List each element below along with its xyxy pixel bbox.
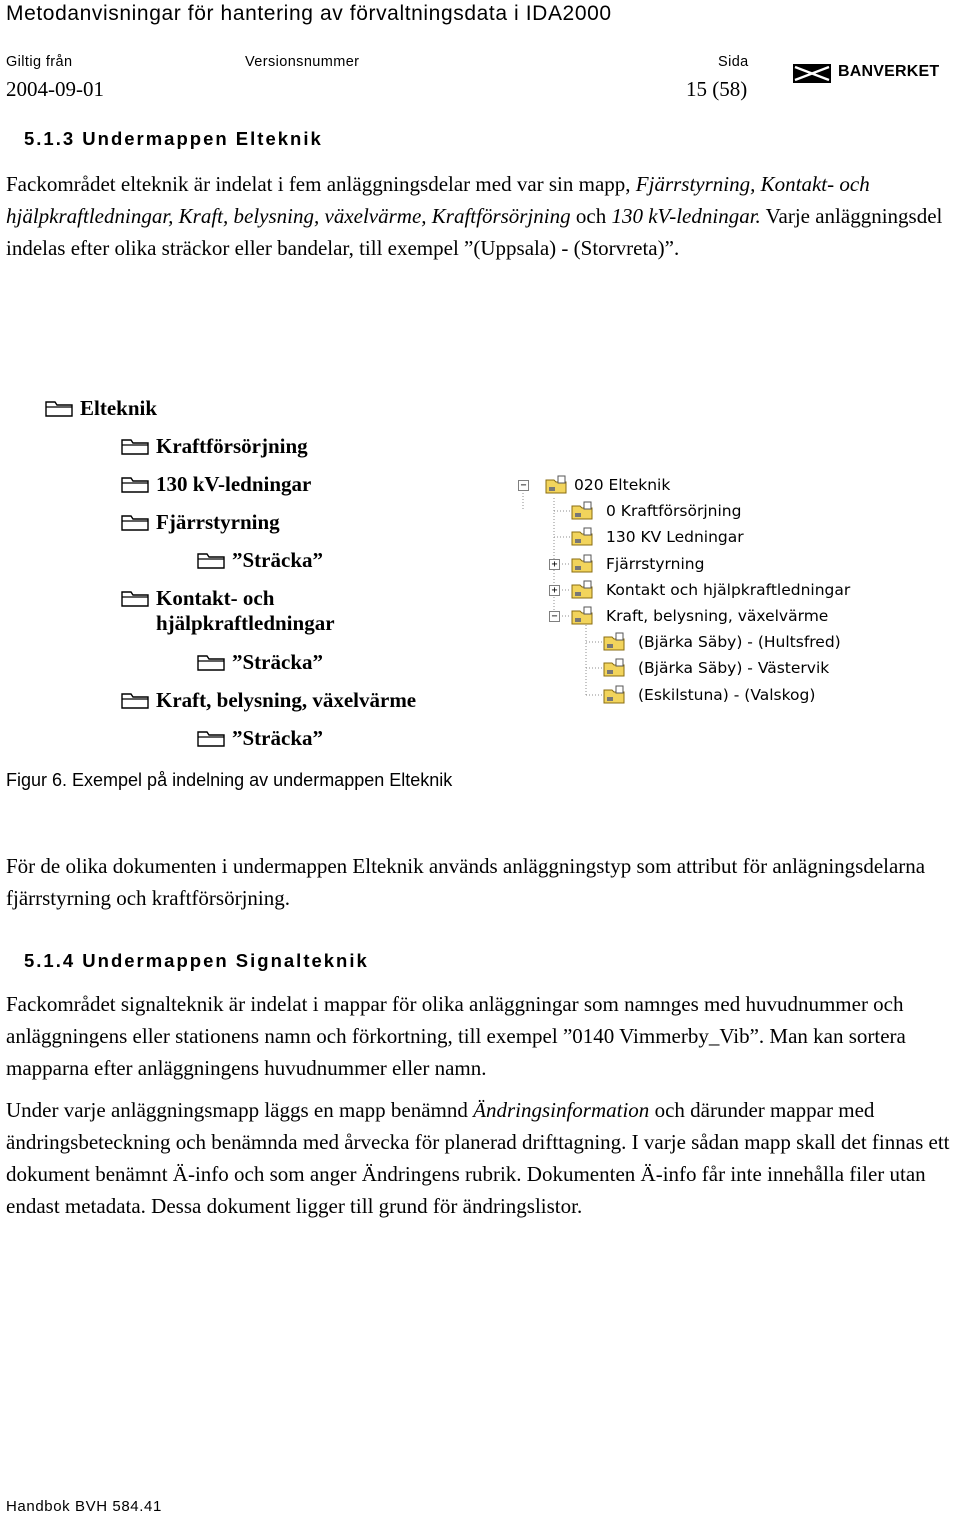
- folder-outline-icon: [44, 398, 76, 418]
- explorer-item-label: 130 KV Ledningar: [606, 528, 744, 546]
- expand-toggle[interactable]: +: [549, 559, 560, 570]
- para-italic-terms: 130 kV-ledningar.: [611, 204, 761, 228]
- logo-text: BANVERKET: [838, 63, 940, 80]
- version-label: Versionsnummer: [245, 54, 360, 70]
- tree-label: Kraft, belysning, växelvärme: [156, 688, 417, 712]
- folder-outline-icon: [196, 550, 228, 570]
- para-italic-terms: Fjärrstyrning, Kontakt- och hjälpkraftledningar, Kraft, belysning, växelvärme, Kraftförsörjning: [6, 172, 870, 228]
- tree-item-kontakt: [120, 585, 274, 611]
- tree-label: Elteknik: [80, 396, 158, 420]
- folder-outline-icon: [196, 728, 228, 748]
- footer-handbook-id: Handbok BVH 584.41: [6, 1498, 162, 1515]
- tree-label: 130 kV-ledningar: [156, 472, 312, 496]
- folder-icon: [602, 658, 628, 678]
- valid-from-label: Giltig från: [6, 54, 73, 70]
- collapse-toggle[interactable]: −: [518, 480, 529, 491]
- folder-outline-icon: [196, 652, 228, 672]
- page-number: 15 (58): [686, 77, 748, 101]
- collapse-toggle[interactable]: −: [549, 611, 560, 622]
- tree-label: ”Sträcka”: [232, 726, 323, 750]
- section-514-paragraph-1: Fackområdet signalteknik är indelat i mappar för olika anläggningar som namnges med huvudnummer och anläggningens eller stationens namn och förkortning, till exempel ”0140 Vimmerby_Vib”. Man kan sortera mapparna efter anläggningens huvudnummer eller namn.: [6, 992, 906, 1080]
- tree-item-elteknik: [44, 395, 157, 421]
- banverket-logo-icon: [792, 62, 834, 86]
- para-text: och därunder mappar med ändringsbeteckning och benämnda med årvecka för planerad drifttagning. I varje sådan mapp skall det finnas ett dokument benämnt Ä-info och som anger Ändringens rubrik. Dokumenten Ä-info får inte innehålla filer utan endast metadata. Dessa dokument ligger till grund för ändringslistor.: [6, 1098, 950, 1218]
- tree-item-stracka: [196, 725, 323, 751]
- folder-icon: [570, 501, 596, 521]
- para-italic-term: Ändringsinformation: [473, 1098, 650, 1122]
- valid-from-value: 2004-09-01: [6, 77, 104, 101]
- tree-label: ”Sträcka”: [232, 548, 323, 572]
- folder-outline-icon: [120, 588, 152, 608]
- folder-outline-icon: [120, 690, 152, 710]
- folder-icon: [570, 606, 596, 626]
- tree-item-fjarrstyrning: [120, 509, 280, 535]
- section-513-paragraph: [6, 168, 956, 264]
- tree-item-kraftforsorjning: [120, 433, 308, 459]
- explorer-tree-screenshot: [508, 470, 908, 710]
- para-text: Fackområdet elteknik är indelat i fem anläggningsdelar med var sin mapp,: [6, 172, 636, 196]
- tree-item-kraft-belysning: [120, 687, 416, 713]
- explorer-item-label: 020 Elteknik: [574, 476, 671, 494]
- tree-label: Kraftförsörjning: [156, 434, 308, 458]
- explorer-item-label: 0 Kraftförsörjning: [606, 502, 742, 520]
- folder-outline-icon: [120, 436, 152, 456]
- document-title: Metodanvisningar för hantering av förvaltningsdata i IDA2000: [6, 2, 612, 25]
- paragraph-after-figure: För de olika dokumenten i undermappen Elteknik används anläggningstyp som attribut för anlägningsdelarna fjärrstyrning och kraftförsörjning.: [6, 854, 926, 910]
- figure-caption: Figur 6. Exempel på indelning av undermappen Elteknik: [6, 770, 453, 790]
- tree-item-130kv: [120, 471, 311, 497]
- explorer-item-label: (Eskilstuna) - (Valskog): [638, 686, 816, 704]
- folder-icon: [544, 475, 570, 495]
- explorer-item-label: (Bjärka Säby) - Västervik: [638, 659, 830, 677]
- banverket-logo: [792, 60, 940, 88]
- explorer-item-label: (Bjärka Säby) - (Hultsfred): [638, 633, 841, 651]
- folder-icon: [570, 580, 596, 600]
- expand-toggle[interactable]: +: [549, 585, 560, 596]
- tree-item-stracka: [196, 547, 323, 573]
- folder-icon: [602, 632, 628, 652]
- folder-outline-icon: [120, 512, 152, 532]
- explorer-item-label: Kraft, belysning, växelvärme: [606, 607, 829, 625]
- para-text: Varje anläggningsdel indelas efter olika sträckor eller bandelar, till exempel ”(Uppsala) - (Storvreta)”.: [6, 204, 943, 260]
- tree-label: Kontakt- och: [156, 586, 275, 610]
- tree-item-stracka: [196, 649, 323, 675]
- folder-icon: [570, 554, 596, 574]
- page-label: Sida: [718, 54, 749, 70]
- tree-item-kontakt-line2: hjälpkraftledningar: [156, 611, 335, 635]
- folder-icon: [602, 685, 628, 705]
- section-heading-513: 5.1.3 Undermappen Elteknik: [24, 128, 323, 149]
- para-text: och: [570, 204, 612, 228]
- section-514-paragraph-2: [6, 1094, 956, 1222]
- tree-label: ”Sträcka”: [232, 650, 323, 674]
- section-heading-514: 5.1.4 Undermappen Signalteknik: [24, 950, 369, 971]
- folder-outline-icon: [120, 474, 152, 494]
- folder-icon: [570, 527, 596, 547]
- explorer-item-label: Fjärrstyrning: [606, 555, 705, 573]
- tree-label: Fjärrstyrning: [156, 510, 280, 534]
- para-text: Under varje anläggningsmapp läggs en mapp benämnd: [6, 1098, 474, 1122]
- explorer-item-label: Kontakt och hjälpkraftledningar: [606, 581, 851, 599]
